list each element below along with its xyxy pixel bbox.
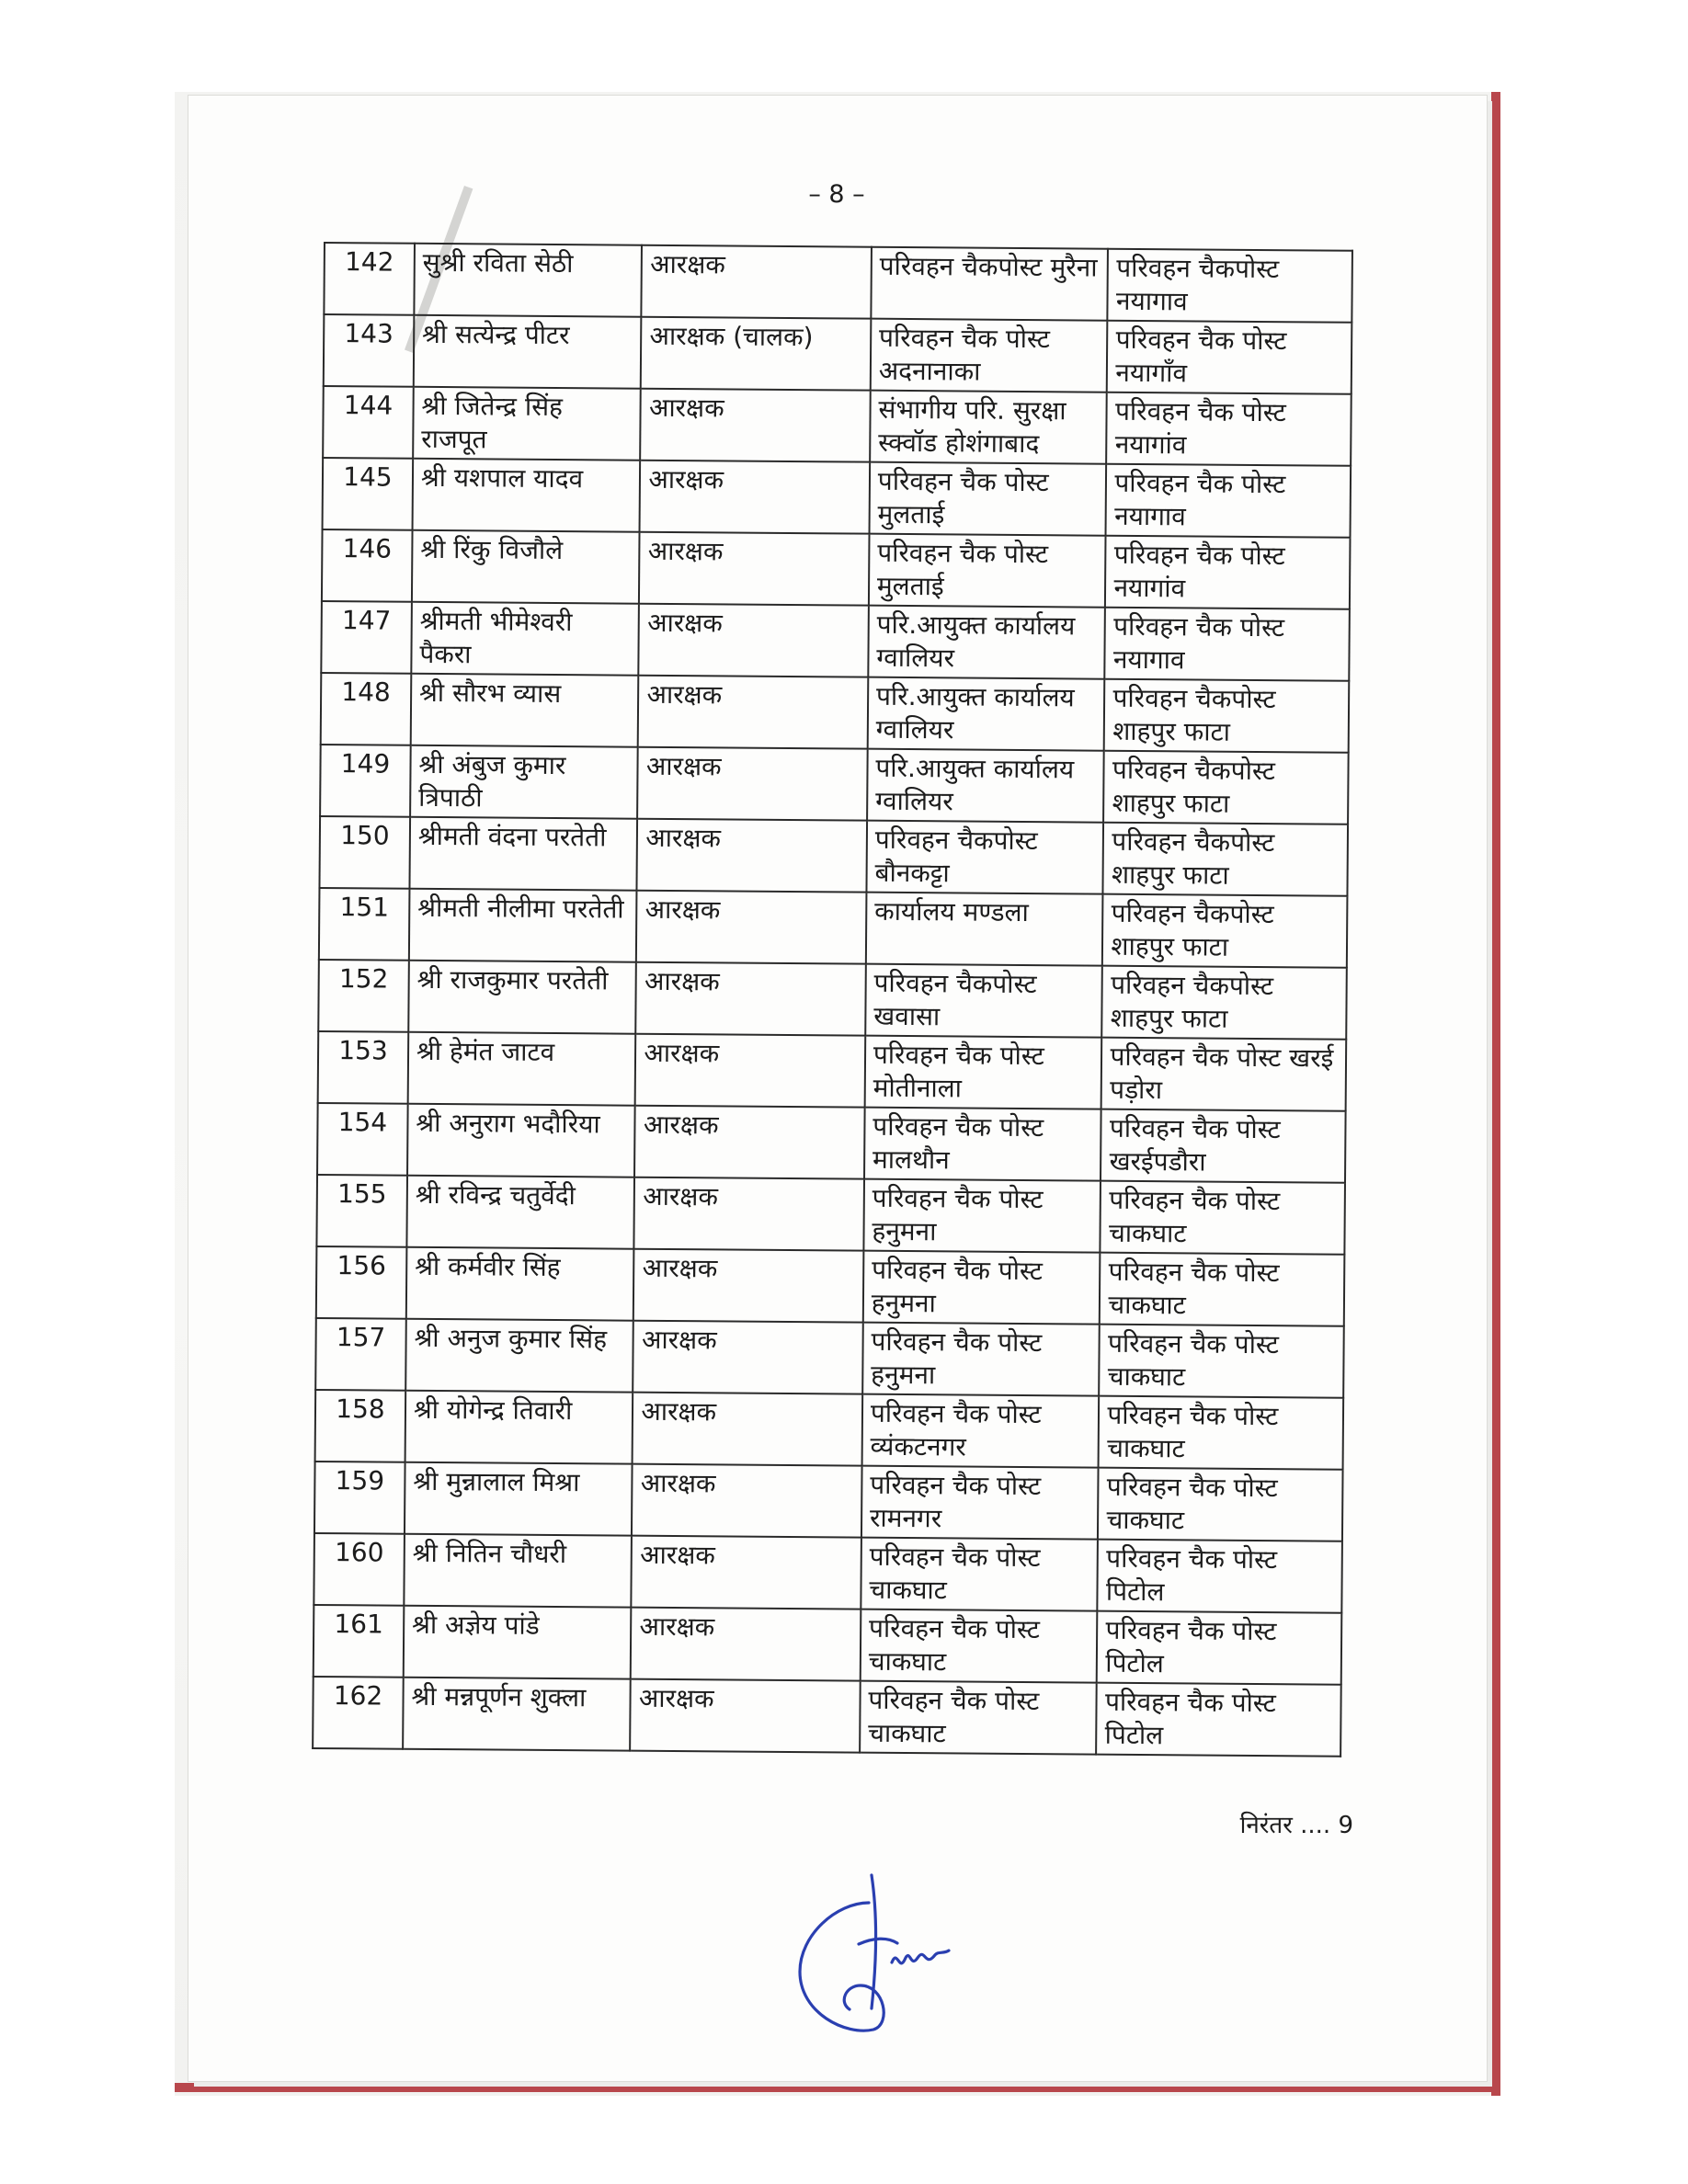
- table-row: [317, 1103, 1346, 1183]
- current-posting: परिवहन चैक पोस्ट मुलताई: [869, 534, 1106, 608]
- employee-name: श्रीमती भीमेश्वरी पैकरा: [411, 602, 639, 676]
- current-posting: परिवहन चैक पोस्ट मोतीनाला: [865, 1036, 1102, 1109]
- current-posting: परिवहन चैक पोस्ट चाकघाट: [860, 1681, 1097, 1755]
- new-posting: परिवहन चैक पोस्ट चाकघाट: [1098, 1468, 1342, 1541]
- row-number: 144: [323, 386, 414, 459]
- new-posting: परिवहन चैक पोस्ट पिटोल: [1097, 1683, 1341, 1757]
- row-number: 153: [318, 1031, 409, 1104]
- signature-stroke-tail: [892, 1951, 949, 1963]
- designation: आरक्षक: [638, 676, 868, 749]
- current-posting: परिवहन चैकपोस्ट बौनकट्टा: [866, 821, 1103, 894]
- table-row: [314, 1533, 1342, 1613]
- designation: आरक्षक: [632, 1464, 861, 1538]
- new-posting: परिवहन चैकपोस्ट शाहपुर फाटा: [1104, 679, 1349, 753]
- employee-name: श्री राजकुमार परतेती: [408, 961, 636, 1034]
- designation: आरक्षक: [631, 1679, 861, 1753]
- table-row: [320, 745, 1349, 825]
- designation: आरक्षक: [633, 1321, 863, 1394]
- transfer-table: [312, 242, 1353, 1757]
- current-posting: कार्यालय मण्डला: [866, 893, 1103, 966]
- row-number: 155: [316, 1175, 407, 1247]
- designation: आरक्षक: [632, 1536, 861, 1610]
- employee-name: श्री हेमंत जाटव: [408, 1032, 636, 1106]
- employee-name: श्री मुन्नालाल मिश्रा: [405, 1462, 633, 1536]
- table-row: [315, 1390, 1344, 1470]
- table-row: [316, 1246, 1345, 1326]
- designation: आरक्षक: [633, 1393, 862, 1466]
- row-number: 150: [319, 816, 410, 889]
- continued-label: निरंतर .... 9: [1239, 1812, 1353, 1839]
- current-posting: परि.आयुक्त कार्यालय ग्वालियर: [868, 606, 1105, 679]
- table-row: [323, 386, 1352, 466]
- current-posting: परिवहन चैक पोस्ट व्यंकटनगर: [861, 1394, 1099, 1468]
- designation: आरक्षक: [641, 389, 871, 462]
- employee-name: श्री नितिन चौधरी: [404, 1534, 632, 1608]
- new-posting: परिवहन चैक पोस्ट खरईपडौरा: [1101, 1109, 1345, 1183]
- employee-name: श्रीमती नीलीमा परतेती: [409, 889, 637, 962]
- table-row: [324, 314, 1352, 394]
- new-posting: परिवहन चैक पोस्ट चाकघाट: [1101, 1181, 1345, 1255]
- row-number: 149: [320, 745, 411, 817]
- new-posting: परिवहन चैक पोस्ट पिटोल: [1098, 1540, 1342, 1613]
- row-number: 159: [314, 1462, 405, 1534]
- employee-name: श्री अज्ञेय पांडे: [404, 1606, 632, 1679]
- employee-name: श्री कर्मवीर सिंह: [406, 1247, 634, 1321]
- folder-edge-bottom: [175, 2083, 1500, 2092]
- current-posting: परिवहन चैक पोस्ट हनुमना: [862, 1323, 1100, 1396]
- employee-name: श्री अंबुज कुमार त्रिपाठी: [410, 745, 638, 819]
- row-number: 156: [316, 1246, 407, 1319]
- row-number: 152: [318, 960, 409, 1032]
- new-posting: परिवहन चैक पोस्ट चाकघाट: [1100, 1325, 1344, 1398]
- employee-name: श्री यशपाल यादव: [412, 459, 640, 532]
- table-row: [319, 888, 1348, 968]
- employee-name: श्रीमती वंदना परतेती: [409, 817, 637, 891]
- table-row: [319, 816, 1348, 896]
- table-row: [323, 458, 1352, 538]
- new-posting: परिवहन चैक पोस्ट पिटोल: [1097, 1611, 1341, 1685]
- table-row: [324, 243, 1352, 323]
- transfer-table-body: [313, 243, 1352, 1757]
- new-posting: परिवहन चैक पोस्ट खरई पड़ोरा: [1101, 1038, 1346, 1111]
- table-row: [313, 1677, 1341, 1757]
- designation: आरक्षक: [638, 747, 868, 821]
- row-number: 146: [322, 529, 413, 602]
- new-posting: परिवहन चैक पोस्ट चाकघाट: [1100, 1253, 1344, 1326]
- employee-name: श्री अनुज कुमार सिंह: [405, 1319, 633, 1393]
- signature-stroke-loop: [800, 1903, 884, 2030]
- new-posting: परिवहन चैक पोस्ट नयागांव: [1107, 392, 1352, 466]
- table-row: [314, 1462, 1343, 1541]
- row-number: 142: [324, 243, 415, 315]
- page-number: – 8 –: [808, 180, 865, 209]
- employee-name: सुश्री रविता सेठी: [414, 244, 642, 317]
- designation: आरक्षक: [635, 1034, 865, 1108]
- current-posting: परिवहन चैक पोस्ट हनुमना: [863, 1251, 1101, 1325]
- row-number: 154: [317, 1103, 408, 1176]
- table-row: [318, 960, 1347, 1040]
- designation: आरक्षक: [639, 604, 869, 677]
- row-number: 143: [324, 314, 415, 387]
- designation: आरक्षक: [634, 1106, 864, 1179]
- employee-name: श्री मन्नपूर्णन शुक्ला: [403, 1678, 631, 1751]
- row-number: 162: [313, 1677, 404, 1749]
- employee-name: श्री अनुराग भदौरिया: [407, 1104, 635, 1177]
- designation: आरक्षक: [636, 891, 866, 964]
- table-row: [321, 601, 1350, 681]
- signature-stroke-cross: [859, 1939, 897, 1944]
- designation: आरक्षक: [637, 819, 867, 893]
- row-number: 151: [319, 888, 410, 961]
- designation: आरक्षक: [639, 532, 869, 606]
- new-posting: परिवहन चैकपोस्ट शाहपुर फाटा: [1102, 966, 1347, 1040]
- employee-name: श्री योगेन्द्र तिवारी: [405, 1391, 633, 1464]
- row-number: 147: [321, 601, 412, 674]
- row-number: 158: [315, 1390, 406, 1462]
- current-posting: संभागीय परि. सुरक्षा स्क्वॉड होशंगाबाद: [870, 391, 1107, 464]
- new-posting: परिवहन चैक पोस्ट नयागाव: [1105, 608, 1350, 681]
- current-posting: परिवहन चैकपोस्ट खवासा: [865, 964, 1102, 1038]
- table-row: [321, 673, 1350, 753]
- folder-edge-right: [1491, 92, 1500, 2096]
- new-posting: परिवहन चैक पोस्ट चाकघाट: [1099, 1396, 1343, 1470]
- new-posting: परिवहन चैकपोस्ट शाहपुर फाटा: [1102, 894, 1347, 968]
- current-posting: परिवहन चैक पोस्ट रामनगर: [861, 1466, 1099, 1540]
- new-posting: परिवहन चैक पोस्ट नयागांव: [1105, 536, 1350, 609]
- row-number: 148: [321, 673, 412, 745]
- designation: आरक्षक: [633, 1249, 863, 1323]
- current-posting: परिवहन चैकपोस्ट मुरैना: [871, 247, 1108, 321]
- employee-name: श्री रविन्द्र चतुर्वेदी: [406, 1176, 634, 1249]
- signature: [781, 1848, 1002, 2050]
- current-posting: परिवहन चैक पोस्ट चाकघाट: [861, 1538, 1098, 1611]
- employee-name: श्री सत्येन्द्र पीटर: [414, 315, 642, 389]
- new-posting: परिवहन चैकपोस्ट नयागाव: [1108, 249, 1352, 323]
- designation: आरक्षक (चालक): [641, 317, 871, 391]
- designation: आरक्षक: [642, 245, 872, 319]
- employee-name: श्री जितेन्द्र सिंह राजपूत: [413, 387, 641, 461]
- table-row: [315, 1318, 1344, 1398]
- employee-name: श्री रिंकु विजौले: [412, 530, 640, 604]
- designation: आरक्षक: [634, 1177, 864, 1251]
- table-row: [314, 1605, 1342, 1685]
- current-posting: परिवहन चैक पोस्ट हनुमना: [863, 1179, 1101, 1253]
- designation: आरक्षक: [631, 1608, 861, 1681]
- row-number: 145: [323, 458, 414, 530]
- new-posting: परिवहन चैकपोस्ट शाहपुर फाटा: [1104, 751, 1349, 825]
- table-row: [316, 1175, 1345, 1255]
- employee-name: श्री सौरभ व्यास: [411, 674, 639, 747]
- new-posting: परिवहन चैक पोस्ट नयागाँव: [1107, 321, 1352, 394]
- current-posting: परिवहन चैक पोस्ट मालथौन: [864, 1108, 1101, 1181]
- designation: आरक्षक: [640, 461, 870, 534]
- table-row: [322, 529, 1351, 609]
- row-number: 161: [314, 1605, 405, 1678]
- new-posting: परिवहन चैक पोस्ट नयागाव: [1106, 464, 1351, 538]
- current-posting: परिवहन चैक पोस्ट चाकघाट: [861, 1610, 1098, 1683]
- new-posting: परिवहन चैकपोस्ट शाहपुर फाटा: [1103, 823, 1348, 896]
- row-number: 157: [315, 1318, 406, 1391]
- current-posting: परिवहन चैक पोस्ट मुलताई: [869, 462, 1106, 536]
- row-number: 160: [314, 1533, 405, 1606]
- table-row: [318, 1031, 1347, 1111]
- current-posting: परि.आयुक्त कार्यालय ग्वालियर: [867, 749, 1104, 823]
- designation: आरक्षक: [636, 962, 866, 1036]
- current-posting: परिवहन चैक पोस्ट अदनानाका: [871, 319, 1108, 392]
- current-posting: परि.आयुक्त कार्यालय ग्वालियर: [868, 677, 1105, 751]
